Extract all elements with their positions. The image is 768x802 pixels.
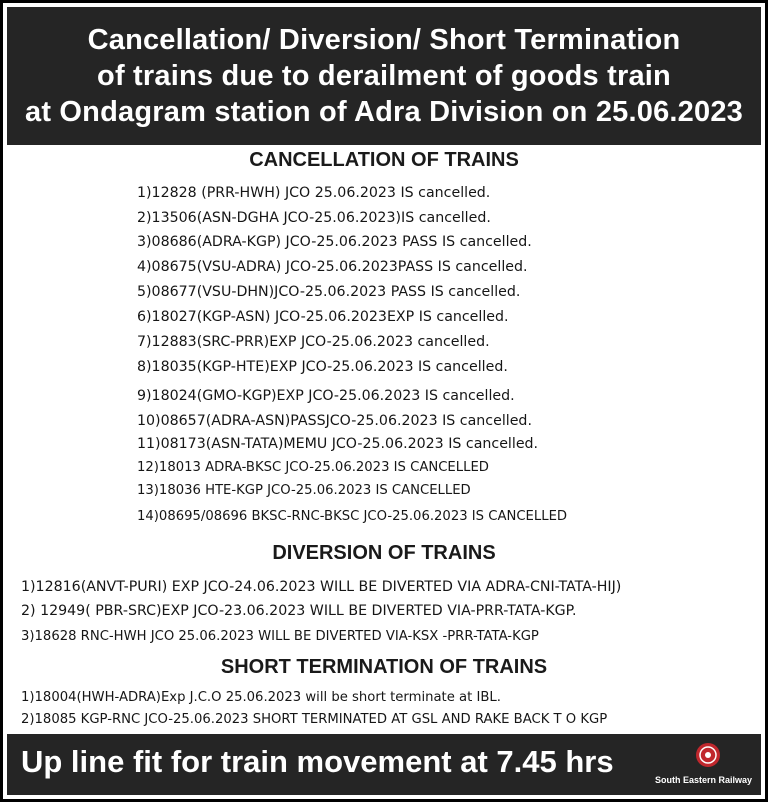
diversion-item: 2) 12949( PBR-SRC)EXP JCO-23.06.2023 WILL BE DIVERTED VIA-PRR-TATA-KGP. <box>21 603 577 619</box>
brand-label: South Eastern Railway <box>655 775 753 785</box>
cancellation-title: CANCELLATION OF TRAINS <box>249 149 519 171</box>
cancellation-item: 4)08675(VSU-ADRA) JCO-25.06.2023PASS IS cancelled. <box>137 259 528 275</box>
cancellation-item: 7)12883(SRC-PRR)EXP JCO-25.06.2023 cancelled. <box>137 334 490 350</box>
header-line-1: Cancellation/ Diversion/ Short Termination <box>87 24 681 56</box>
short-termination-item: 2)18085 KGP-RNC JCO-25.06.2023 SHORT TERMINATED AT GSL AND RAKE BACK T O KGP <box>21 712 608 727</box>
cancellation-item: 8)18035(KGP-HTE)EXP JCO-25.06.2023 IS cancelled. <box>137 359 508 375</box>
cancellation-item: 12)18013 ADRA-BKSC JCO-25.06.2023 IS CANCELLED <box>137 460 489 475</box>
cancellation-item: 6)18027(KGP-ASN) JCO-25.06.2023EXP IS cancelled. <box>137 309 509 325</box>
cancellation-item: 1)12828 (PRR-HWH) JCO 25.06.2023 IS cancelled. <box>137 185 491 201</box>
diversion-item: 3)18628 RNC-HWH JCO 25.06.2023 WILL BE DIVERTED VIA-KSX -PRR-TATA-KGP <box>21 629 539 644</box>
notice-header <box>7 7 761 145</box>
short-termination-title: SHORT TERMINATION OF TRAINS <box>220 656 548 678</box>
cancellation-item: 10)08657(ADRA-ASN)PASSJCO-25.06.2023 IS cancelled. <box>137 413 532 429</box>
notice-footer <box>7 734 761 795</box>
short-termination-item: 1)18004(HWH-ADRA)Exp J.C.O 25.06.2023 will be short terminate at IBL. <box>21 690 501 705</box>
cancellation-item: 11)08173(ASN-TATA)MEMU JCO-25.06.2023 IS cancelled. <box>137 436 539 452</box>
footer-message: Up line fit for train movement at 7.45 hrs <box>21 744 614 779</box>
cancellation-item: 9)18024(GMO-KGP)EXP JCO-25.06.2023 IS cancelled. <box>137 388 515 404</box>
railway-emblem-icon <box>695 742 721 768</box>
diversion-item: 1)12816(ANVT-PURI) EXP JCO-24.06.2023 WILL BE DIVERTED VIA ADRA-CNI-TATA-HIJ) <box>21 579 622 595</box>
header-line-3: at Ondagram station of Adra Division on 25.06.2023 <box>24 96 743 128</box>
cancellation-item: 5)08677(VSU-DHN)JCO-25.06.2023 PASS IS cancelled. <box>137 284 521 300</box>
diversion-title: DIVERSION OF TRAINS <box>272 542 496 564</box>
header-line-2: of trains due to derailment of goods train <box>97 60 671 92</box>
cancellation-item: 13)18036 HTE-KGP JCO-25.06.2023 IS CANCELLED <box>137 483 471 498</box>
cancellation-item: 2)13506(ASN-DGHA JCO-25.06.2023)IS cancelled. <box>137 210 491 226</box>
cancellation-item: 14)08695/08696 BKSC-RNC-BKSC JCO-25.06.2023 IS CANCELLED <box>137 509 568 524</box>
cancellation-item: 3)08686(ADRA-KGP) JCO-25.06.2023 PASS IS cancelled. <box>137 234 532 250</box>
